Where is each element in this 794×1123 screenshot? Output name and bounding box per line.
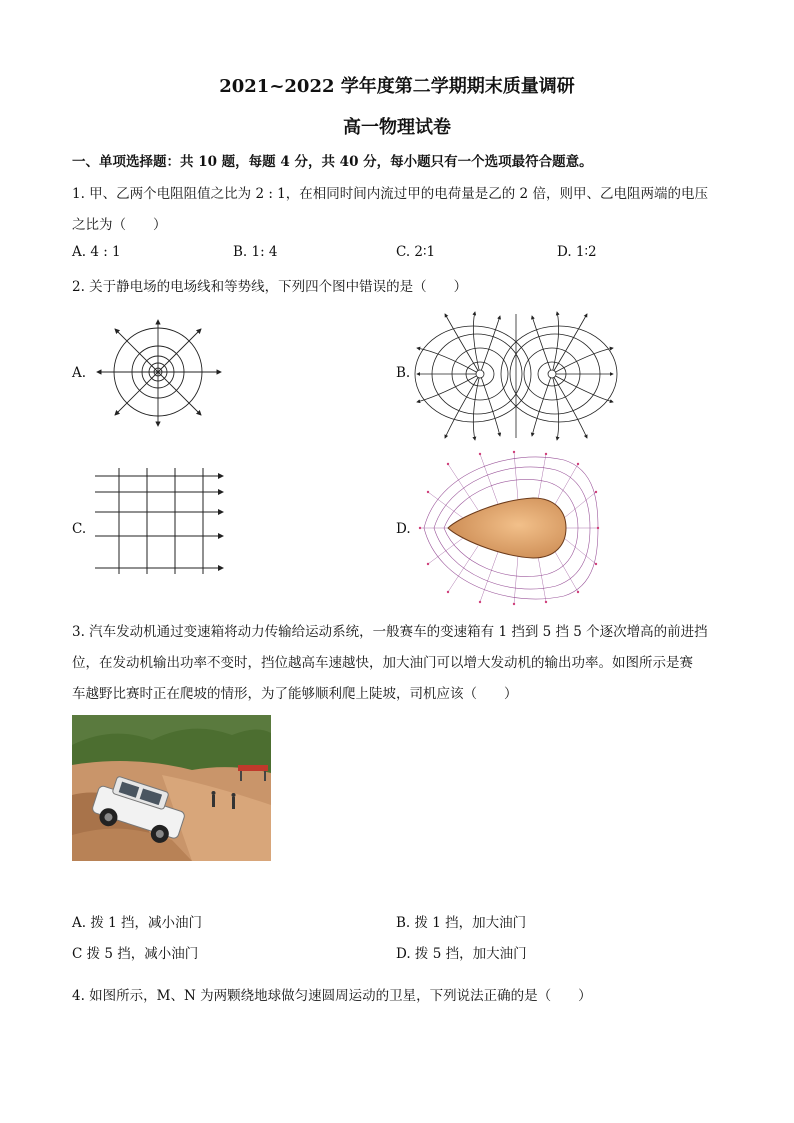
q2-stem: 2. 关于静电场的电场线和等势线，下列四个图中错误的是（ ） — [72, 279, 468, 295]
q1-option-d: D. 1∶2 — [557, 244, 597, 260]
q1-option-b: B. 1: 4 — [233, 244, 278, 260]
figure-b-two-charges-field — [415, 312, 615, 440]
q1-stem-line2: 之比为（ ） — [72, 217, 167, 233]
section-heading: 一、单项选择题：共 10 题，每题 4 分，共 40 分，每小题只有一个选项最符合题意。 — [72, 154, 593, 170]
q2-label-d: D. — [396, 521, 411, 537]
q1-option-c: C. 2∶1 — [396, 244, 436, 260]
figure-d-conductor-field — [418, 452, 598, 604]
figure-c-grid-field — [95, 466, 227, 576]
exam-title: 2021~2022 学年度第二学期期末质量调研 — [219, 76, 575, 97]
q3-stem-line3: 车越野比赛时正在爬坡的情形，为了能够顺利爬上陡坡，司机应该（ ） — [72, 686, 518, 702]
q1-stem-line1: 1. 甲、乙两个电阻阻值之比为 2 : 1，在相同时间内流过甲的电荷量是乙的 2 倍，则甲、乙电阻两端的电压 — [72, 186, 708, 202]
q3-option-b: B. 拨 1 挡，加大油门 — [396, 915, 527, 931]
q4-stem: 4. 如图所示，M、N 为两颗绕地球做匀速圆周运动的卫星，下列说法正确的是（ ） — [72, 988, 592, 1004]
q3-stem-line2: 位，在发动机输出功率不变时，挡位越高车速越快，加大油门可以增大发动机的输出功率。如图所示是赛 — [72, 655, 693, 671]
q3-option-d: D. 拨 5 挡，加大油门 — [396, 946, 527, 962]
q3-stem-line1: 3. 汽车发动机通过变速箱将动力传输给运动系统，一般赛车的变速箱有 1 挡到 5 挡 5 个逐次增高的前进挡 — [72, 624, 708, 640]
exam-subtitle: 高一物理试卷 — [343, 117, 451, 138]
q1-option-a: A. 4 : 1 — [72, 244, 121, 260]
q2-label-a: A. — [72, 365, 87, 381]
figure-a-radial-field — [95, 318, 225, 428]
q2-label-b: B. — [396, 365, 411, 381]
q2-label-c: C. — [72, 521, 87, 537]
offroad-car-photo — [72, 715, 271, 861]
q3-option-c: C 拨 5 挡，减小油门 — [72, 946, 199, 962]
q3-option-a: A. 拨 1 挡，减小油门 — [72, 915, 203, 931]
